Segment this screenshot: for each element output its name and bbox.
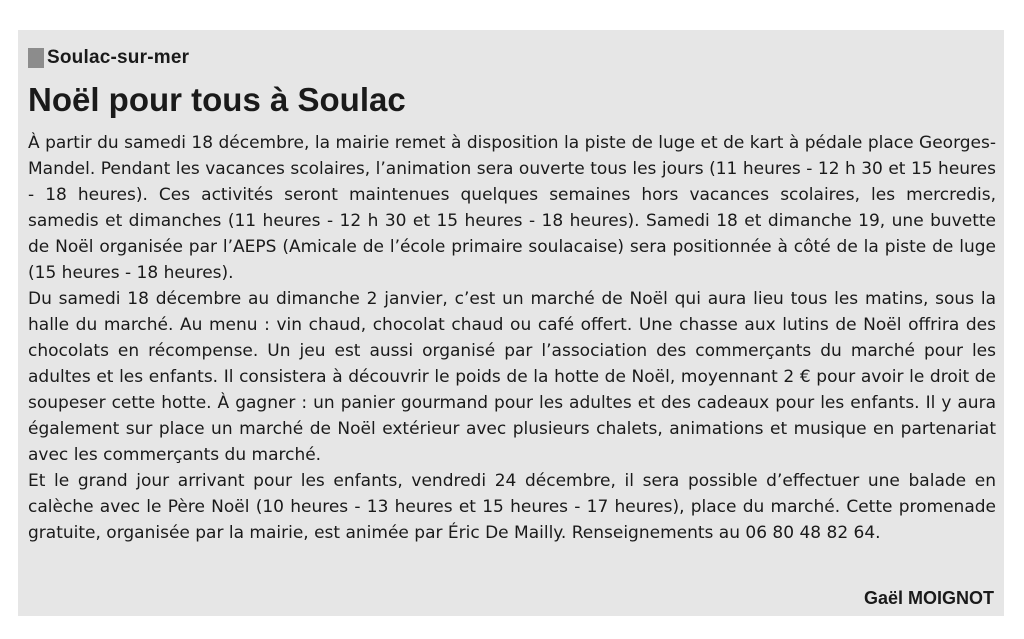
author-byline: Gaël MOIGNOT xyxy=(863,588,994,608)
article-paragraph: Et le grand jour arrivant pour les enfants, vendredi 24 décembre, il sera possible d’effectuer une balade en calèche avec le Père Noël (10 heures - 13 heures et 15 heures - 17 heures), place du marché. Cette promenade gratuite, organisée par la mairie, est animée par Éric De Mailly. Renseignements au 06 80 48 82 64. xyxy=(28,471,996,543)
kicker-label: Soulac-sur-mer xyxy=(47,47,190,68)
article-body xyxy=(28,130,996,546)
article-headline: Noël pour tous à Soulac xyxy=(28,81,406,118)
article-paragraph: À partir du samedi 18 décembre, la mairie remet à disposition la piste de luge et de kart à pédale place Georges-Mandel. Pendant les vacances scolaires, l’animation sera ouverte tous les jours (11 heures - 12 h 30 et 15 heures - 18 heures). Ces activités seront maintenues quelques semaines hors vacances scolaires, les mercredis, samedis et dimanches (11 heures - 12 h 30 et 15 heures - 18 heures). Samedi 18 et dimanche 19, une buvette de Noël organisée par l’AEPS (Amicale de l’école primaire soulacaise) sera positionnée à côté de la piste de luge (15 heures - 18 heures). xyxy=(28,133,996,283)
section-kicker xyxy=(28,46,189,70)
kicker-square-icon xyxy=(28,48,44,68)
article-paragraph: Du samedi 18 décembre au dimanche 2 janvier, c’est un marché de Noël qui aura lieu tous les matins, sous la halle du marché. Au menu : vin chaud, chocolat chaud ou café offert. Une chasse aux lutins de Noël offrira des chocolats en récompense. Un jeu est aussi organisé par l’association des commerçants du marché pour les adultes et les enfants. Il consistera à découvrir le poids de la hotte de Noël, moyennant 2 € pour avoir le droit de soupeser cette hotte. À gagner : un panier gourmand pour les adultes et des cadeaux pour les enfants. Il y aura également sur place un marché de Noël extérieur avec plusieurs chalets, animations et musique en partenariat avec les commerçants du marché. xyxy=(28,289,996,465)
article-clipping xyxy=(18,30,1004,616)
